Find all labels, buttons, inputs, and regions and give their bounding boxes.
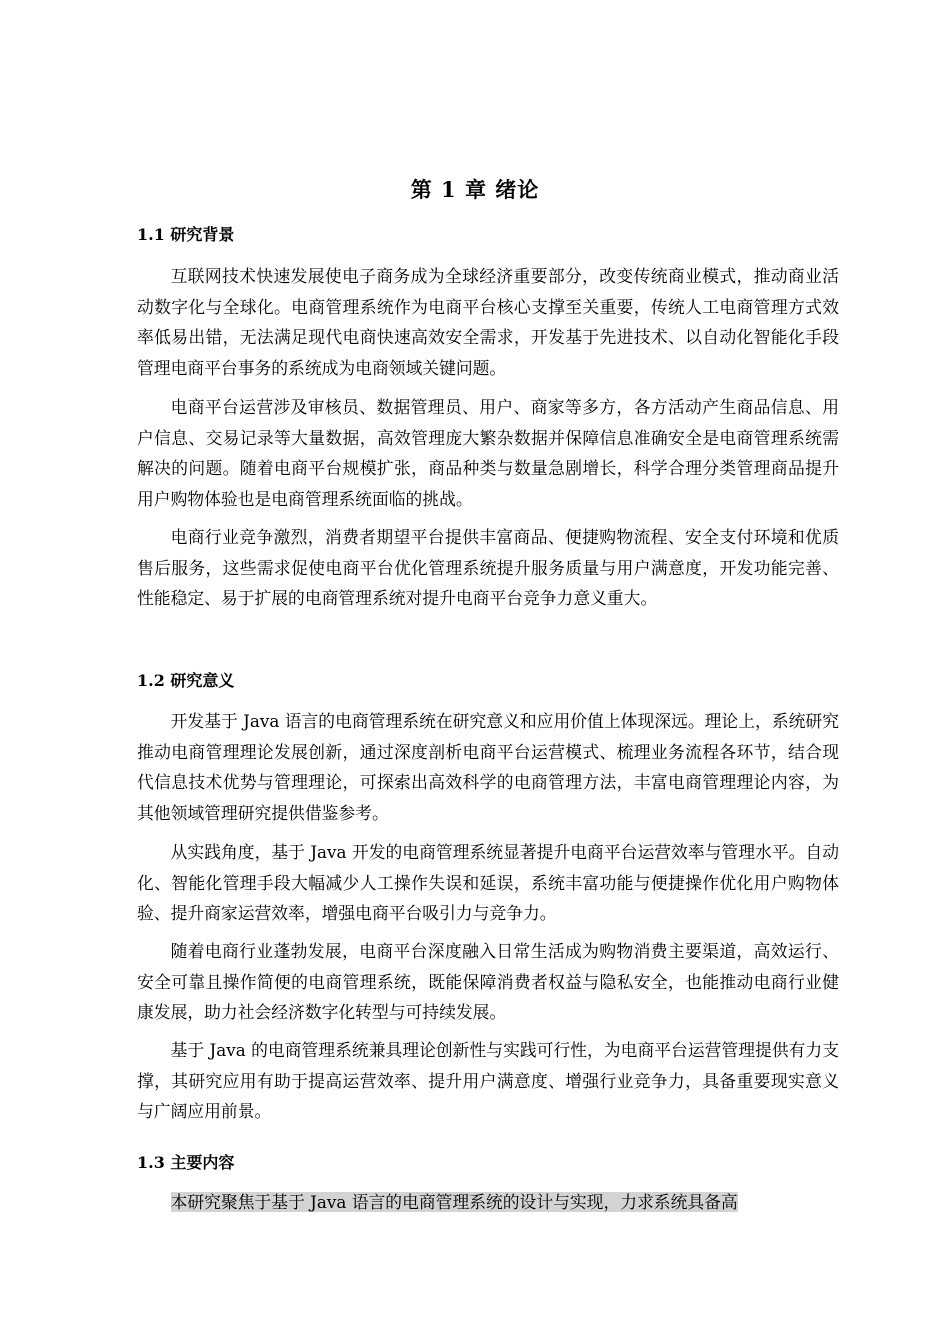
paragraph: 电商行业竞争激烈，消费者期望平台提供丰富商品、便捷购物流程、安全支付环境和优质售后服务，这些需求促使电商平台优化管理系统提升服务质量与用户满意度，开发功能完善、性能稳定、易于扩展的电商管理系统对提升电商平台竞争力意义重大。 xyxy=(137,527,839,608)
paragraph: 互联网技术快速发展使电子商务成为全球经济重要部分，改变传统商业模式，推动商业活动数字化与全球化。电商管理系统作为电商平台核心支撑至关重要，传统人工电商管理方式效率低易出错，无法满足现代电商快速高效安全需求，开发基于先进技术、以自动化智能化手段管理电商平台事务的系统成为电商领域关键问题。 xyxy=(137,266,839,378)
section-heading-1-3: 1.3 主要内容 xyxy=(137,1153,235,1172)
paragraph: 电商平台运营涉及审核员、数据管理员、用户、商家等多方，各方活动产生商品信息、用户信息、交易记录等大量数据，高效管理庞大繁杂数据并保障信息准确安全是电商管理系统需解决的问题。随着电商平台规模扩张，商品种类与数量急剧增长，科学合理分类管理商品提升用户购物体验也是电商管理系统面临的挑战。 xyxy=(137,397,839,509)
paragraph: 基于 Java 的电商管理系统兼具理论创新性与实践可行性，为电商平台运营管理提供有力支撑，其研究应用有助于提高运营效率、提升用户满意度、增强行业竞争力，具备重要现实意义与广阔应用前景。 xyxy=(137,1040,839,1121)
highlighted-text: 本研究聚焦于基于 Java 语言的电商管理系统的设计与实现，力求系统具备高 xyxy=(170,1192,738,1212)
paragraph: 从实践角度，基于 Java 开发的电商管理系统显著提升电商平台运营效率与管理水平。自动化、智能化管理手段大幅减少人工操作失误和延误，系统丰富功能与便捷操作优化用户购物体验、提升商家运营效率，增强电商平台吸引力与竞争力。 xyxy=(137,842,839,923)
paragraph xyxy=(137,1187,839,1218)
section-heading-1-1: 1.1 研究背景 xyxy=(137,225,235,244)
chapter-title: 第 1 章 绪论 xyxy=(410,177,540,202)
section-heading-1-2: 1.2 研究意义 xyxy=(137,671,235,690)
paragraph: 开发基于 Java 语言的电商管理系统在研究意义和应用价值上体现深远。理论上，系统研究推动电商管理理论发展创新，通过深度剖析电商平台运营模式、梳理业务流程各环节，结合现代信息技术优势与管理理论，可探索出高效科学的电商管理方法，丰富电商管理理论内容，为其他领域管理研究提供借鉴参考。 xyxy=(137,711,839,823)
paragraph: 随着电商行业蓬勃发展，电商平台深度融入日常生活成为购物消费主要渠道，高效运行、安全可靠且操作简便的电商管理系统，既能保障消费者权益与隐私安全，也能推动电商行业健康发展，助力社会经济数字化转型与可持续发展。 xyxy=(137,941,839,1022)
